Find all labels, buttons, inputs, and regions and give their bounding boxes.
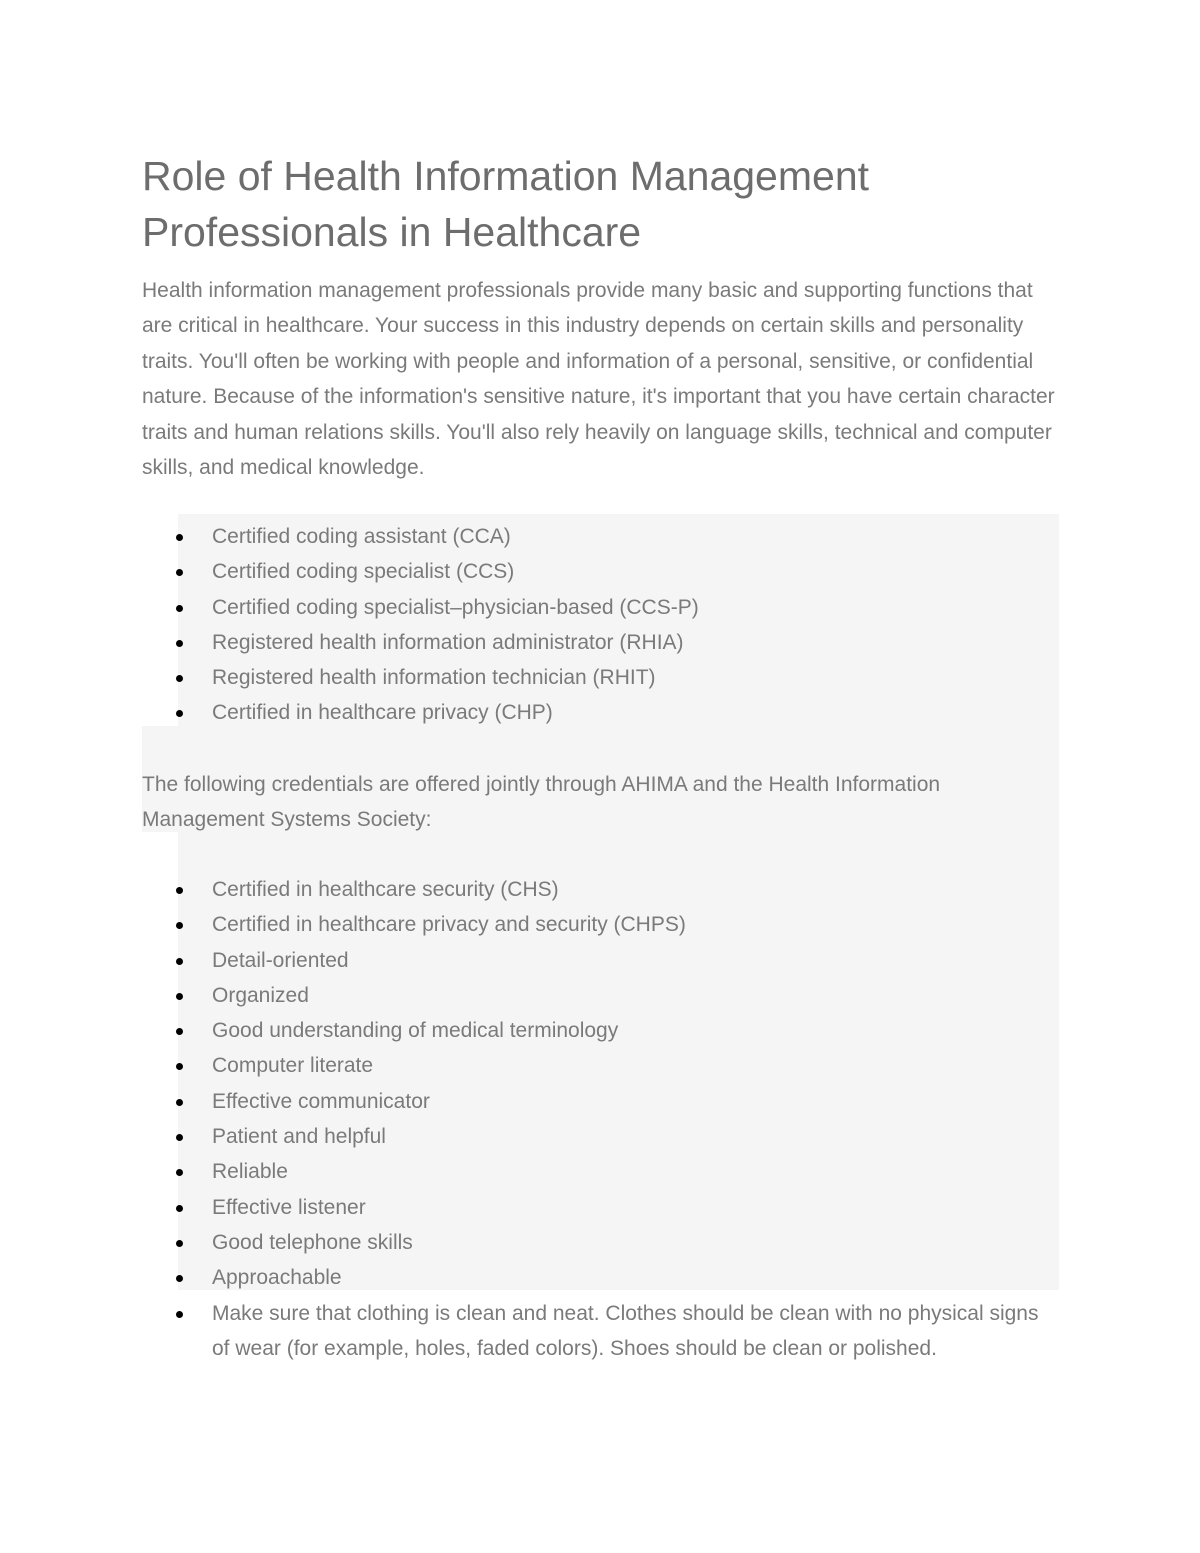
list-item-text: Reliable — [212, 1160, 288, 1184]
bullet-icon — [176, 640, 183, 647]
bullet-icon — [176, 1134, 183, 1141]
bullet-icon — [176, 1063, 183, 1070]
bullet-icon — [176, 605, 183, 612]
list-item-text: Registered health information administrator (RHIA) — [212, 630, 684, 654]
list-item — [142, 872, 1060, 907]
list-item — [142, 554, 1060, 589]
list-item-text: Registered health information technician (RHIT) — [212, 666, 656, 690]
list-item-text: Certified in healthcare privacy and security (CHPS) — [212, 913, 686, 937]
bullet-icon — [176, 993, 183, 1000]
list-item-text: Organized — [212, 983, 309, 1007]
list-item — [142, 907, 1060, 942]
list-item — [142, 1084, 1060, 1119]
list-item — [142, 1260, 1060, 1295]
bullet-icon — [176, 1099, 183, 1106]
bullet-icon — [176, 1311, 183, 1318]
list-item — [142, 1296, 1060, 1367]
bullet-icon — [176, 1169, 183, 1176]
list-item — [142, 695, 1060, 730]
list-item-text: Certified coding specialist (CCS) — [212, 560, 515, 584]
list-item — [142, 1225, 1060, 1260]
list-item — [142, 519, 1060, 554]
list-item — [142, 625, 1060, 660]
credentials-list — [142, 519, 1060, 731]
list-item-text: Patient and helpful — [212, 1125, 386, 1149]
bullet-icon — [176, 958, 183, 965]
bullet-icon — [176, 887, 183, 894]
list-item-text: Certified coding specialist–physician-based (CCS-P) — [212, 595, 699, 619]
list-item-text: Effective listener — [212, 1195, 366, 1219]
bullet-icon — [176, 1275, 183, 1282]
page-title: Role of Health Information Management Professionals in Healthcare — [142, 153, 870, 255]
list-item-text: Certified in healthcare privacy (CHP) — [212, 701, 553, 725]
list-item-text: Effective communicator — [212, 1089, 430, 1113]
list-item — [142, 1119, 1060, 1154]
bullet-icon — [176, 1205, 183, 1212]
bullet-icon — [176, 710, 183, 717]
list-item-text: Approachable — [212, 1266, 342, 1290]
list-item-text: Detail-oriented — [212, 948, 349, 972]
bullet-icon — [176, 922, 183, 929]
traits-list — [142, 872, 1060, 1366]
list-item — [142, 1154, 1060, 1189]
bullet-icon — [176, 675, 183, 682]
list-item-text: Good telephone skills — [212, 1230, 413, 1254]
list-item — [142, 660, 1060, 695]
list-item — [142, 1190, 1060, 1225]
list-item — [142, 1013, 1060, 1048]
list-item — [142, 943, 1060, 978]
intro-paragraph: Health information management professionals provide many basic and supporting functions that are critical in healthcare. Your success in this industry depends on certain skills and personality traits. You'll often be working with people and information of a personal, sensitive, or confidential nature. Because of the information's sensitive nature, it's important that you have certain character traits and human relations skills. You'll also rely heavily on language skills, technical and computer skills, and medical knowledge. — [142, 279, 1055, 480]
bullet-icon — [176, 534, 183, 541]
list-item-text: Certified in healthcare security (CHS) — [212, 878, 559, 901]
list-item — [142, 1048, 1060, 1083]
bullet-icon — [176, 1028, 183, 1035]
list-item-text: Make sure that clothing is clean and neat. Clothes should be clean with no physical signs of wear (for example, holes, faded colors). Shoes should be clean or polished. — [212, 1301, 1039, 1360]
list-item — [142, 978, 1060, 1013]
joint-credentials-paragraph: The following credentials are offered jointly through AHIMA and the Health Information Management Systems Society: — [142, 773, 941, 832]
list-item-text: Computer literate — [212, 1054, 374, 1078]
list-item-text: Certified coding assistant (CCA) — [212, 525, 511, 548]
list-item-text: Good understanding of medical terminology — [212, 1019, 619, 1043]
bullet-icon — [176, 1240, 183, 1247]
list-item — [142, 590, 1060, 625]
bullet-icon — [176, 569, 183, 576]
